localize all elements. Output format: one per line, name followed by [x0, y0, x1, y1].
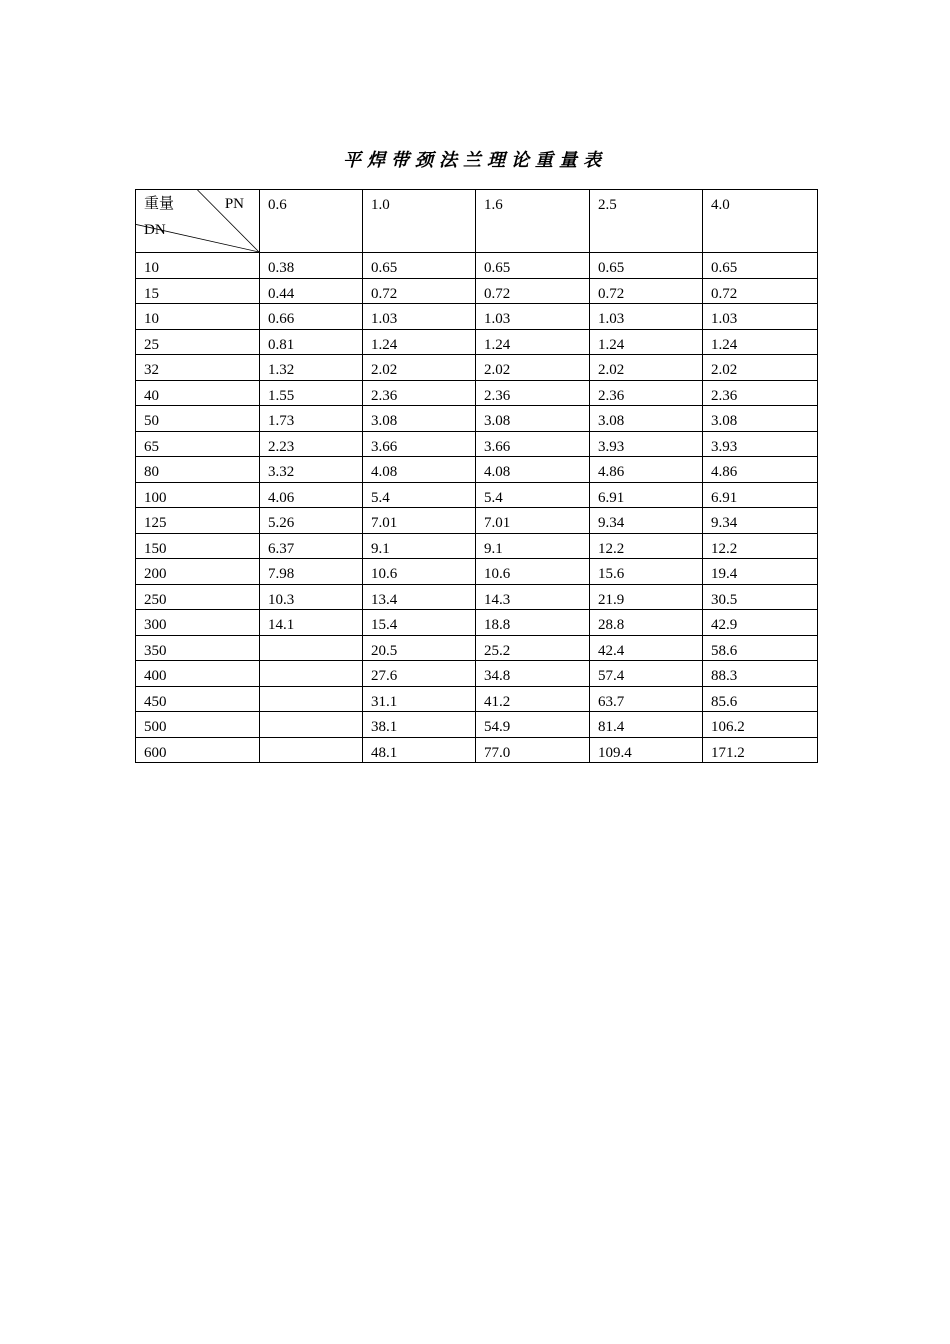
weight-cell: 41.2 [476, 686, 590, 712]
diagonal-header-cell [136, 190, 260, 253]
weight-cell: 0.72 [590, 278, 703, 304]
weight-cell: 109.4 [590, 737, 703, 763]
weight-cell: 14.3 [476, 584, 590, 610]
weight-cell: 1.03 [590, 304, 703, 330]
weight-cell: 1.24 [703, 329, 818, 355]
weight-cell: 3.93 [590, 431, 703, 457]
table-row [136, 380, 818, 406]
weight-cell: 106.2 [703, 712, 818, 738]
weight-cell: 10.6 [476, 559, 590, 585]
weight-cell: 9.1 [363, 533, 476, 559]
weight-cell: 10.3 [260, 584, 363, 610]
table-row [136, 533, 818, 559]
table-row [136, 253, 818, 279]
table-row [136, 278, 818, 304]
weight-cell: 21.9 [590, 584, 703, 610]
header-pn-cell: 1.6 [476, 190, 590, 253]
pn-label: PN [224, 196, 244, 212]
dn-cell: 250 [136, 584, 260, 610]
table-row [136, 635, 818, 661]
weight-cell: 3.08 [703, 406, 818, 432]
header-pn-cell: 2.5 [590, 190, 703, 253]
weight-cell: 42.9 [703, 610, 818, 636]
weight-cell [260, 686, 363, 712]
dn-cell: 450 [136, 686, 260, 712]
weight-cell [260, 737, 363, 763]
weight-cell: 1.55 [260, 380, 363, 406]
table-row [136, 737, 818, 763]
weight-cell: 0.72 [703, 278, 818, 304]
weight-cell: 77.0 [476, 737, 590, 763]
weight-cell: 0.81 [260, 329, 363, 355]
dn-cell: 125 [136, 508, 260, 534]
weight-cell: 2.36 [590, 380, 703, 406]
dn-cell: 32 [136, 355, 260, 381]
dn-cell: 200 [136, 559, 260, 585]
dn-cell: 150 [136, 533, 260, 559]
weight-cell: 3.32 [260, 457, 363, 483]
weight-cell: 58.6 [703, 635, 818, 661]
weight-cell: 1.03 [363, 304, 476, 330]
weight-cell: 25.2 [476, 635, 590, 661]
weight-cell: 0.72 [476, 278, 590, 304]
header-pn-cell: 4.0 [703, 190, 818, 253]
weight-cell: 6.91 [703, 482, 818, 508]
weight-cell: 1.24 [590, 329, 703, 355]
table-row [136, 406, 818, 432]
weight-cell: 4.06 [260, 482, 363, 508]
weight-cell: 2.23 [260, 431, 363, 457]
weight-cell: 9.34 [590, 508, 703, 534]
weight-cell: 5.4 [363, 482, 476, 508]
dn-cell: 80 [136, 457, 260, 483]
weight-cell: 42.4 [590, 635, 703, 661]
weight-cell: 2.36 [363, 380, 476, 406]
table-row [136, 712, 818, 738]
weight-cell: 20.5 [363, 635, 476, 661]
weight-cell: 12.2 [590, 533, 703, 559]
weight-cell: 4.08 [476, 457, 590, 483]
weight-cell: 1.32 [260, 355, 363, 381]
weight-cell: 27.6 [363, 661, 476, 687]
weight-cell: 0.65 [476, 253, 590, 279]
table-row [136, 482, 818, 508]
weight-cell: 0.65 [363, 253, 476, 279]
dn-cell: 65 [136, 431, 260, 457]
weight-cell: 3.08 [363, 406, 476, 432]
weight-cell: 18.8 [476, 610, 590, 636]
table-row [136, 431, 818, 457]
weight-cell: 4.86 [590, 457, 703, 483]
dn-cell: 600 [136, 737, 260, 763]
weight-cell: 34.8 [476, 661, 590, 687]
table-row [136, 457, 818, 483]
weight-cell: 2.02 [363, 355, 476, 381]
weight-cell: 171.2 [703, 737, 818, 763]
weight-cell: 1.03 [476, 304, 590, 330]
dn-cell: 10 [136, 304, 260, 330]
header-pn-cell: 0.6 [260, 190, 363, 253]
weight-cell: 15.6 [590, 559, 703, 585]
header-pn-cell: 1.0 [363, 190, 476, 253]
weight-cell: 1.24 [363, 329, 476, 355]
weight-cell: 2.02 [590, 355, 703, 381]
weight-cell: 0.65 [590, 253, 703, 279]
dn-cell: 10 [136, 253, 260, 279]
table-row [136, 686, 818, 712]
weight-cell: 63.7 [590, 686, 703, 712]
weight-cell: 0.66 [260, 304, 363, 330]
table-row [136, 610, 818, 636]
weight-cell: 48.1 [363, 737, 476, 763]
weight-cell: 6.91 [590, 482, 703, 508]
weight-label: 重量 [144, 196, 175, 212]
weight-cell: 13.4 [363, 584, 476, 610]
weight-cell: 85.6 [703, 686, 818, 712]
dn-cell: 100 [136, 482, 260, 508]
dn-cell: 350 [136, 635, 260, 661]
table-row [136, 355, 818, 381]
weight-cell: 31.1 [363, 686, 476, 712]
dn-cell: 500 [136, 712, 260, 738]
weight-cell: 0.38 [260, 253, 363, 279]
weight-cell: 3.93 [703, 431, 818, 457]
dn-cell: 300 [136, 610, 260, 636]
dn-label: DN [144, 222, 166, 238]
dn-cell: 400 [136, 661, 260, 687]
table-row [136, 584, 818, 610]
weight-cell: 7.01 [363, 508, 476, 534]
dn-cell: 25 [136, 329, 260, 355]
weight-cell: 1.24 [476, 329, 590, 355]
weight-cell: 2.02 [703, 355, 818, 381]
weight-cell: 2.02 [476, 355, 590, 381]
weight-cell: 4.08 [363, 457, 476, 483]
weight-cell: 7.98 [260, 559, 363, 585]
table-body [136, 190, 818, 763]
weight-cell: 0.65 [703, 253, 818, 279]
weight-cell: 3.08 [590, 406, 703, 432]
document-title: 平焊带颈法兰理论重量表 [343, 150, 607, 171]
weight-cell: 2.36 [476, 380, 590, 406]
weight-cell: 19.4 [703, 559, 818, 585]
weight-cell [260, 661, 363, 687]
weight-cell: 38.1 [363, 712, 476, 738]
weight-cell: 3.66 [476, 431, 590, 457]
weight-cell: 88.3 [703, 661, 818, 687]
dn-cell: 15 [136, 278, 260, 304]
weight-cell: 12.2 [703, 533, 818, 559]
table-row [136, 508, 818, 534]
flange-weight-table [135, 189, 818, 763]
table-row [136, 661, 818, 687]
weight-cell: 0.72 [363, 278, 476, 304]
weight-cell: 5.4 [476, 482, 590, 508]
weight-cell: 57.4 [590, 661, 703, 687]
weight-cell: 5.26 [260, 508, 363, 534]
table-row [136, 559, 818, 585]
weight-cell: 28.8 [590, 610, 703, 636]
dn-cell: 40 [136, 380, 260, 406]
weight-cell: 6.37 [260, 533, 363, 559]
table-row [136, 304, 818, 330]
weight-cell: 14.1 [260, 610, 363, 636]
dn-cell: 50 [136, 406, 260, 432]
weight-cell: 1.73 [260, 406, 363, 432]
weight-cell: 30.5 [703, 584, 818, 610]
table-row [136, 329, 818, 355]
weight-cell: 0.44 [260, 278, 363, 304]
weight-cell: 81.4 [590, 712, 703, 738]
weight-cell [260, 712, 363, 738]
weight-cell [260, 635, 363, 661]
weight-cell: 54.9 [476, 712, 590, 738]
weight-cell: 9.1 [476, 533, 590, 559]
weight-cell: 2.36 [703, 380, 818, 406]
weight-cell: 3.08 [476, 406, 590, 432]
weight-cell: 15.4 [363, 610, 476, 636]
weight-cell: 10.6 [363, 559, 476, 585]
weight-cell: 7.01 [476, 508, 590, 534]
table-header-row [136, 190, 818, 253]
weight-cell: 4.86 [703, 457, 818, 483]
weight-cell: 1.03 [703, 304, 818, 330]
weight-cell: 9.34 [703, 508, 818, 534]
weight-cell: 3.66 [363, 431, 476, 457]
